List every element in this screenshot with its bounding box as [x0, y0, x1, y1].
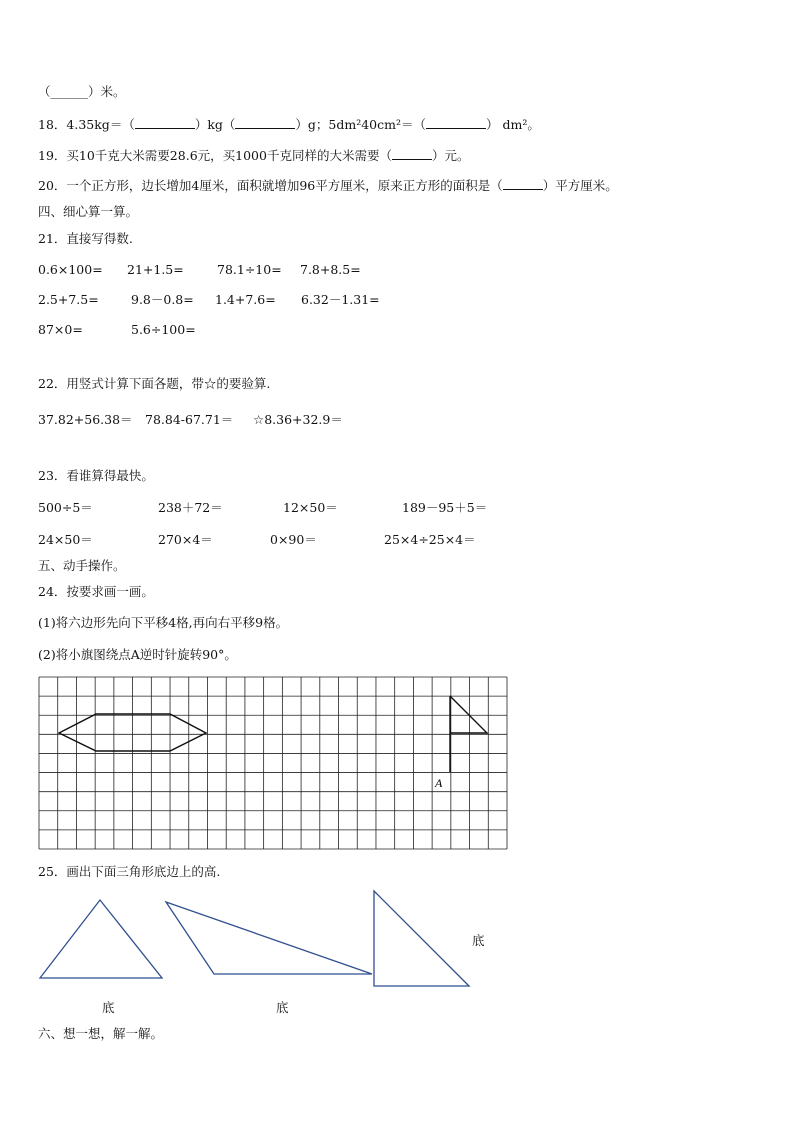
q21-item: 1.4+7.6= — [215, 292, 276, 307]
grid-lines — [39, 677, 507, 849]
q23-item: 270×4＝ — [158, 532, 213, 547]
section4-heading: 四、细心算一算。 — [38, 204, 139, 219]
q20-pre: 20．一个正方形，边长增加4厘米，面积就增加96平方厘米，原来正方形的面积是（ — [38, 178, 503, 193]
q20-line — [38, 177, 618, 194]
q21-item: 87×0= — [38, 322, 83, 337]
base-label-1: 底 — [102, 1000, 115, 1015]
q21-item: 7.8+8.5= — [300, 262, 361, 277]
q23-item: 189－95＋5＝ — [402, 500, 488, 515]
section6-heading: 六、想一想，解一解。 — [38, 1026, 164, 1041]
q21-item: 2.5+7.5= — [38, 292, 99, 307]
q23-item: 12×50＝ — [283, 500, 338, 515]
q20-blank[interactable] — [503, 177, 543, 190]
q18-mid2: ）g；5dm²40cm²＝（ — [295, 117, 426, 132]
q25-title: 25．画出下面三角形底边上的高. — [38, 864, 221, 879]
q18-pre: 18．4.35kg＝（ — [38, 117, 135, 132]
q21-item: 0.6×100= — [38, 262, 103, 277]
section5-heading: 五、动手操作。 — [38, 558, 126, 573]
q22-item: 78.84-67.71＝ — [145, 412, 234, 427]
q22-item: 37.82+56.38＝ — [38, 412, 133, 427]
q18-line — [38, 116, 540, 133]
q22-title: 22．用竖式计算下面各题，带☆的要验算. — [38, 376, 271, 391]
base-label-3: 底 — [472, 933, 485, 948]
q18-post: ） dm²。 — [486, 117, 540, 132]
q23-item: 25×4÷25×4＝ — [384, 532, 476, 547]
q21-item: 78.1÷10= — [217, 262, 282, 277]
q18-mid1: ）kg（ — [194, 117, 236, 132]
q19-pre: 19．买10千克大米需要28.6元，买1000千克同样的大米需要（ — [38, 148, 392, 163]
base-label-2: 底 — [276, 1000, 289, 1015]
q21-item: 9.8－0.8= — [131, 292, 194, 307]
triangle-1 — [40, 900, 162, 978]
q21-title: 21．直接写得数. — [38, 231, 133, 246]
q23-item: 238＋72＝ — [158, 500, 223, 515]
q19-post: ）元。 — [431, 148, 470, 163]
q17-text: （______）米。 — [38, 84, 126, 99]
q20-post: ）平方厘米。 — [542, 178, 618, 193]
q21-item: 21+1.5= — [127, 262, 184, 277]
triangle-3 — [374, 891, 469, 986]
q21-item: 5.6÷100= — [131, 322, 196, 337]
square-grid — [38, 676, 508, 850]
q19-line — [38, 147, 469, 164]
q23-item: 24×50＝ — [38, 532, 93, 547]
q18-blank-3[interactable] — [426, 116, 486, 129]
q22-item: ☆8.36+32.9＝ — [253, 412, 343, 427]
q23-title: 23．看谁算得最快。 — [38, 468, 154, 483]
q24-part2: (2)将小旗图绕点A逆时针旋转90°。 — [38, 647, 237, 662]
q24-part1: (1)将六边形先向下平移4格,再向右平移9格。 — [38, 615, 289, 630]
triangle-2 — [166, 902, 372, 974]
q18-blank-1[interactable] — [135, 116, 195, 129]
q19-blank[interactable] — [392, 147, 432, 160]
q21-item: 6.32－1.31= — [301, 292, 380, 307]
q23-item: 0×90＝ — [270, 532, 317, 547]
q18-blank-2[interactable] — [235, 116, 295, 129]
point-a-label: A — [435, 776, 443, 790]
q17-line — [38, 84, 126, 100]
triangles-figure — [0, 885, 794, 995]
q23-item: 500÷5＝ — [38, 500, 93, 515]
q24-title: 24．按要求画一画。 — [38, 584, 154, 599]
